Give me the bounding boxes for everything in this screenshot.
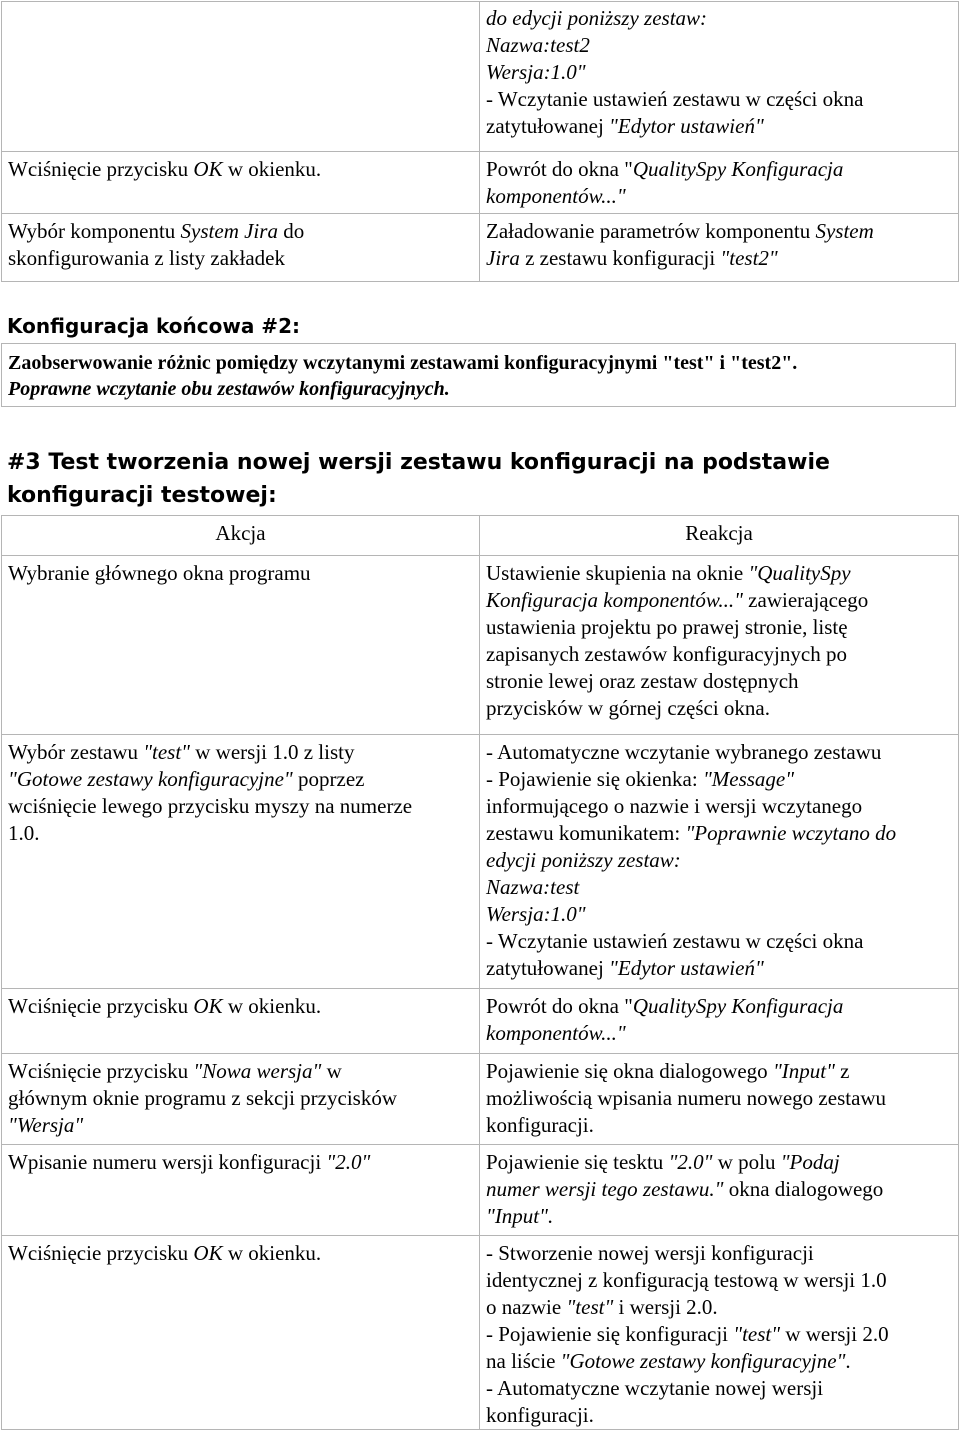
test-section-title: #3 Test tworzenia nowej wersji zestawu konfiguracji na podstawie konfiguracji testowej:	[7, 450, 830, 508]
cell-text-line	[486, 695, 952, 722]
text-segment: Załadowanie parametrów komponentu	[486, 219, 816, 243]
cell-text-line	[486, 32, 952, 59]
reaction-cell	[480, 214, 959, 282]
text-segment: "test"	[733, 1322, 781, 1346]
action-cell	[2, 989, 480, 1054]
final-config-line: Poprawne wczytanie obu zestawów konfiguracyjnych.	[8, 378, 450, 400]
cell-text-line	[486, 1402, 952, 1429]
text-segment: z	[834, 1059, 850, 1083]
table-row	[2, 1236, 959, 1430]
cell-text-line	[486, 245, 952, 272]
cell-text-line	[486, 739, 952, 766]
action-cell	[2, 556, 480, 735]
cell-text-line	[8, 156, 473, 183]
text-segment: OK	[193, 1241, 223, 1265]
text-segment: identycznej z konfiguracją testową w wersji 1.0	[486, 1268, 887, 1292]
cell-text-line	[8, 1149, 473, 1176]
column-header-reaction: Reakcja	[480, 516, 959, 556]
action-cell	[2, 735, 480, 989]
reaction-cell	[480, 1145, 959, 1236]
cell-text-line	[486, 955, 952, 982]
cell-text-line	[486, 614, 952, 641]
cell-text-line	[8, 793, 473, 820]
text-segment: o nazwie	[486, 1295, 567, 1319]
text-segment: "Edytor ustawień"	[609, 114, 764, 138]
cell-text-line	[486, 993, 952, 1020]
cell-text-line	[8, 820, 473, 847]
text-segment: .	[845, 1349, 851, 1373]
text-segment: przycisków w górnej części okna.	[486, 696, 770, 720]
text-segment: Jira	[486, 246, 520, 270]
text-segment: ustawienia projektu po prawej stronie, listę	[486, 615, 848, 639]
text-segment: w wersji 2.0	[780, 1322, 889, 1346]
table-row	[2, 1054, 959, 1145]
text-segment: Wciśnięcie przycisku	[8, 157, 194, 181]
text-segment: "Edytor ustawień"	[609, 956, 764, 980]
text-segment: Wybranie głównego okna programu	[8, 561, 311, 585]
cell-text-line	[486, 113, 952, 140]
text-segment: "test"	[566, 1295, 614, 1319]
cell-text-line	[486, 1020, 952, 1047]
cell-text-line	[8, 560, 473, 587]
cell-text-line	[486, 1112, 952, 1139]
text-segment: okna dialogowego	[723, 1177, 884, 1201]
cell-text-line	[486, 1203, 952, 1230]
text-segment: w okienku.	[222, 994, 322, 1018]
cell-text-line	[486, 793, 952, 820]
text-segment: - Pojawienie się okienka:	[486, 767, 703, 791]
final-config-line: Zaobserwowanie różnic pomiędzy wczytanymi zestawami konfiguracyjnymi "test" i "test2".	[8, 352, 798, 374]
text-segment: - Automatyczne wczytanie wybranego zestawu	[486, 740, 882, 764]
column-header-action: Akcja	[2, 516, 480, 556]
table-row	[2, 152, 959, 214]
text-segment: QualitySpy Konfiguracja	[632, 157, 844, 181]
text-segment: "2.0"	[326, 1150, 371, 1174]
table-row	[2, 214, 959, 282]
cell-text-line	[8, 766, 473, 793]
text-segment: komponentów..."	[486, 1021, 626, 1045]
reaction-cell	[480, 556, 959, 735]
text-segment: Nazwa:test	[486, 875, 580, 899]
text-segment: System Jira	[180, 219, 278, 243]
text-segment: Wciśnięcie przycisku	[8, 994, 194, 1018]
text-segment: do	[277, 219, 305, 243]
cell-text-line	[8, 993, 473, 1020]
cell-text-line	[8, 245, 473, 272]
cell-text-line	[486, 560, 952, 587]
action-cell	[2, 1236, 480, 1430]
text-segment: wciśnięcie lewego przycisku myszy na numerze	[8, 794, 413, 818]
text-segment: "2.0"	[668, 1150, 713, 1174]
test-steps-table	[1, 515, 959, 1430]
cell-text-line	[486, 156, 952, 183]
cell-text-line	[486, 1348, 952, 1375]
text-segment: "QualitySpy	[748, 561, 851, 585]
cell-text-line	[486, 59, 952, 86]
table-row	[2, 735, 959, 989]
text-segment: Powrót do okna "	[486, 994, 633, 1018]
cell-text-line	[486, 1149, 952, 1176]
text-segment: "Poprawnie wczytano do	[685, 821, 897, 845]
text-segment: "Input".	[486, 1204, 554, 1228]
action-cell	[2, 152, 480, 214]
text-segment: w okienku.	[222, 1241, 322, 1265]
text-segment: Pojawienie się okna dialogowego	[486, 1059, 773, 1083]
text-segment: stronie lewej oraz zestaw dostępnych	[486, 669, 799, 693]
cell-text-line	[486, 183, 952, 210]
text-segment: konfiguracji.	[486, 1403, 594, 1427]
table-row	[2, 1145, 959, 1236]
final-config-heading: Konfiguracja końcowa #2:	[7, 314, 300, 338]
text-segment: OK	[193, 157, 223, 181]
text-segment: 1.0.	[8, 821, 40, 845]
cell-text-line	[486, 820, 952, 847]
continuation-table	[1, 1, 959, 282]
text-segment: "Gotowe zestawy konfiguracyjne"	[560, 1349, 846, 1373]
text-segment: - Automatyczne wczytanie nowej wersji	[486, 1376, 824, 1400]
action-cell	[2, 1145, 480, 1236]
text-segment: "Message"	[702, 767, 795, 791]
text-segment: konfiguracji.	[486, 1113, 594, 1137]
text-segment: w	[321, 1059, 342, 1083]
text-segment: zestawu komunikatem:	[486, 821, 686, 845]
text-segment: Powrót do okna "	[486, 157, 633, 181]
text-segment: "Input"	[772, 1059, 835, 1083]
text-segment: na liście	[486, 1349, 561, 1373]
table-row	[2, 989, 959, 1054]
cell-text-line	[486, 901, 952, 928]
text-segment: OK	[193, 994, 223, 1018]
text-segment: "Nowa wersja"	[193, 1059, 322, 1083]
text-segment: Wciśnięcie przycisku	[8, 1241, 194, 1265]
cell-text-line	[8, 739, 473, 766]
text-segment: QualitySpy Konfiguracja	[632, 994, 844, 1018]
text-segment: - Wczytanie ustawień zestawu w części okna	[486, 929, 864, 953]
cell-text-line	[486, 1058, 952, 1085]
text-segment: zawierającego	[742, 588, 869, 612]
cell-text-line	[486, 847, 952, 874]
text-segment: możliwością wpisania numeru nowego zestawu	[486, 1086, 887, 1110]
text-segment: do edycji poniższy zestaw:	[486, 6, 708, 30]
text-segment: - Stworzenie nowej wersji konfiguracji	[486, 1241, 814, 1265]
text-segment: w okienku.	[222, 157, 322, 181]
text-segment: - Wczytanie ustawień zestawu w części okna	[486, 87, 864, 111]
text-segment: zatytułowanej	[486, 956, 610, 980]
table-row	[2, 2, 959, 152]
text-segment: zapisanych zestawów konfiguracyjnych po	[486, 642, 847, 666]
action-cell	[2, 1054, 480, 1145]
text-segment: Pojawienie się tesktu	[486, 1150, 669, 1174]
text-segment: "test2"	[720, 246, 778, 270]
cell-text-line	[486, 766, 952, 793]
cell-text-line	[486, 1085, 952, 1112]
cell-text-line	[486, 1176, 952, 1203]
text-segment: Wciśnięcie przycisku	[8, 1059, 194, 1083]
text-segment: Wybór zestawu	[8, 740, 144, 764]
cell-text-line	[486, 218, 952, 245]
text-segment: numer wersji tego zestawu."	[486, 1177, 724, 1201]
reaction-cell	[480, 735, 959, 989]
text-segment: Wersja:1.0"	[486, 902, 586, 926]
cell-text-line	[486, 668, 952, 695]
text-segment: - Pojawienie się konfiguracji	[486, 1322, 734, 1346]
cell-text-line	[486, 1375, 952, 1402]
text-segment: "Podaj	[780, 1150, 840, 1174]
reaction-cell	[480, 989, 959, 1054]
text-segment: poprzez	[292, 767, 365, 791]
text-segment: Wpisanie numeru wersji konfiguracji	[8, 1150, 327, 1174]
text-segment: Konfiguracja komponentów..."	[486, 588, 743, 612]
cell-text-line	[486, 874, 952, 901]
text-segment: zatytułowanej	[486, 114, 610, 138]
text-segment: System	[815, 219, 874, 243]
text-segment: "Wersja"	[8, 1113, 84, 1137]
text-segment: w wersji 1.0 z listy	[190, 740, 355, 764]
reaction-cell	[480, 1054, 959, 1145]
reaction-cell	[480, 152, 959, 214]
cell-text-line	[8, 218, 473, 245]
table-row	[2, 556, 959, 735]
reaction-cell	[480, 2, 959, 152]
cell-text-line	[486, 587, 952, 614]
cell-text-line	[486, 1240, 952, 1267]
text-segment: informującego o nazwie i wersji wczytanego	[486, 794, 863, 818]
text-segment: edycji poniższy zestaw:	[486, 848, 681, 872]
text-segment: Nazwa:test2	[486, 33, 590, 57]
text-segment: Ustawienie skupienia na oknie	[486, 561, 749, 585]
text-segment: w polu	[712, 1150, 781, 1174]
final-config-box	[1, 343, 956, 407]
cell-text-line	[486, 928, 952, 955]
text-segment: Wybór komponentu	[8, 219, 181, 243]
text-segment: komponentów..."	[486, 184, 626, 208]
action-cell	[2, 2, 480, 152]
reaction-cell	[480, 1236, 959, 1430]
cell-text-line	[8, 1112, 473, 1139]
table-header-row	[2, 516, 959, 556]
cell-text-line	[486, 1321, 952, 1348]
cell-text-line	[486, 5, 952, 32]
cell-text-line	[486, 641, 952, 668]
text-segment: "Gotowe zestawy konfiguracyjne"	[8, 767, 293, 791]
cell-text-line	[8, 1240, 473, 1267]
text-segment: skonfigurowania z listy zakładek	[8, 246, 285, 270]
cell-text-line	[486, 1267, 952, 1294]
cell-text-line	[8, 1058, 473, 1085]
cell-text-line	[486, 1294, 952, 1321]
text-segment: z zestawu konfiguracji	[519, 246, 721, 270]
cell-text-line	[486, 86, 952, 113]
cell-text-line	[8, 1085, 473, 1112]
text-segment: i wersji 2.0.	[613, 1295, 718, 1319]
action-cell	[2, 214, 480, 282]
text-segment: "test"	[143, 740, 190, 764]
text-segment: głównym oknie programu z sekcji przycisków	[8, 1086, 397, 1110]
text-segment: Wersja:1.0"	[486, 60, 586, 84]
